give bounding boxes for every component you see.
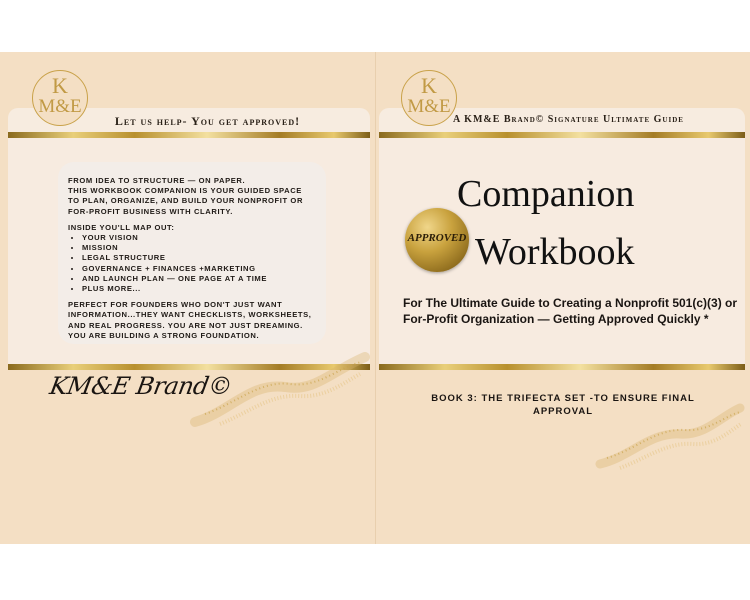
left-gold-bar-top — [8, 132, 370, 138]
gold-glitter-swirl-left — [190, 352, 370, 432]
description-card — [58, 162, 326, 344]
right-page — [375, 52, 750, 544]
brand-signature: KM&E Brand© — [47, 372, 235, 400]
logo-letters-me: M&E — [407, 96, 451, 117]
right-logo — [401, 70, 457, 126]
right-gold-bar-bottom — [379, 364, 745, 370]
card-intro-line2: THIS WORKBOOK COMPANION IS YOUR GUIDED SPACE TO PLAN, ORGANIZE, AND BUILD YOUR NONPROFIT OR FOR-PROFIT BUSINESS WITH CLARITY. — [68, 186, 304, 216]
logo-letter-k: K — [421, 73, 437, 98]
left-logo — [32, 70, 88, 126]
book-spread — [0, 52, 750, 544]
list-item: • PLUS MORE... — [82, 284, 316, 294]
right-gold-bar-top — [379, 132, 745, 138]
left-page — [0, 52, 375, 544]
logo-letter-k: K — [52, 73, 68, 98]
left-header-text: Let us help- You get approved! — [114, 114, 301, 128]
list-item: • YOUR VISION — [82, 233, 316, 243]
card-map-heading: INSIDE YOU'LL MAP OUT: — [68, 222, 175, 232]
gold-glitter-swirl-right — [595, 402, 745, 472]
card-intro — [68, 176, 316, 217]
card-item-list — [68, 233, 316, 294]
seal-text: APPROVED — [407, 232, 467, 244]
book-series-label: BOOK 3: THE TRIFECTA SET -TO ENSURE FINAL APPROVAL — [431, 393, 695, 417]
card-closing: PERFECT FOR FOUNDERS WHO DON'T JUST WANT INFORMATION...THEY WANT CHECKLISTS, WORKSHEETS, AND REAL PROGRESS. YOU ARE NOT JUST DREAMING. YOU ARE BUILDING A STRONG FOUNDATION. — [68, 300, 312, 340]
card-intro-line1: FROM IDEA TO STRUCTURE — ON PAPER. — [68, 176, 246, 185]
list-item: • MISSION — [82, 243, 316, 253]
title-workbook: Workbook — [475, 231, 635, 273]
right-header-text: A KM&E Brand© Signature Ultimate Guide — [453, 114, 684, 125]
subtitle: For The Ultimate Guide to Creating a Nonprofit 501(c)(3) or For-Profit Organization — Getting Approved Quickly * — [403, 296, 738, 326]
list-item: • GOVERNANCE + FINANCES +MARKETING — [82, 264, 316, 274]
approved-seal-icon — [405, 208, 469, 272]
list-item: • AND LAUNCH PLAN — ONE PAGE AT A TIME — [82, 274, 316, 284]
list-item: • LEGAL STRUCTURE — [82, 253, 316, 263]
logo-letters-me: M&E — [38, 96, 82, 117]
title-companion: Companion — [457, 173, 635, 215]
